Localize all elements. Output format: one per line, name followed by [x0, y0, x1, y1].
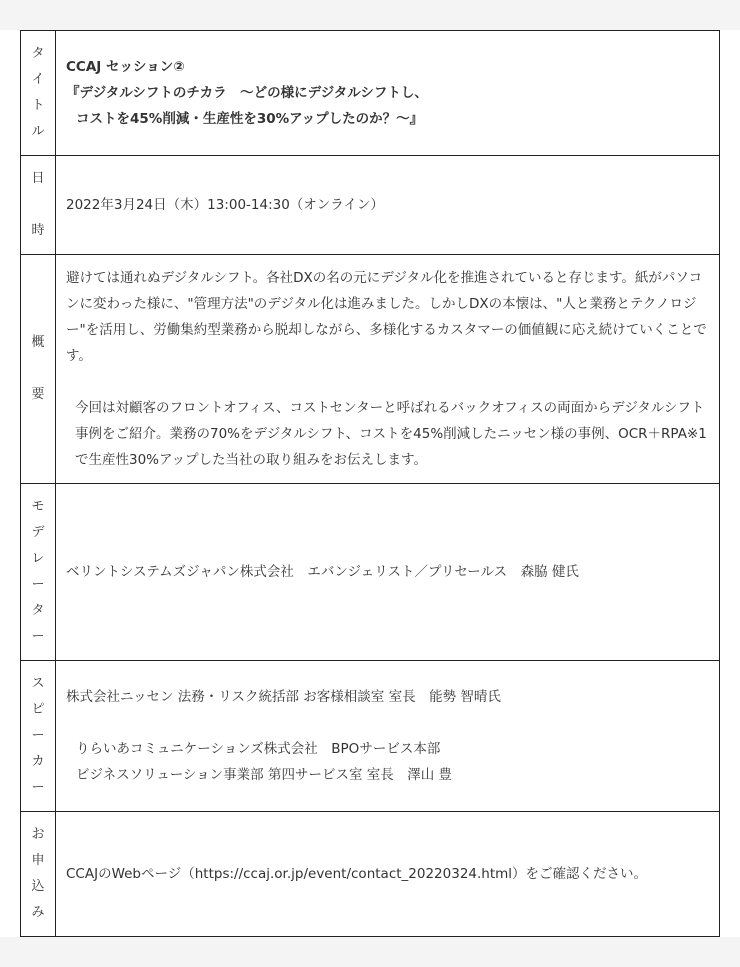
apply-label-char: 込: [31, 879, 45, 894]
moderator-label-char: ー: [31, 629, 45, 644]
speaker-label: [21, 661, 56, 812]
summary-label-char: 概: [31, 335, 45, 350]
speaker-2-department: ビジネスソリューション事業部 第四サービス室 室長 澤山 豊: [76, 767, 453, 783]
page-sheet: [0, 30, 740, 937]
datetime-row: [21, 156, 720, 255]
apply-label: [21, 812, 56, 937]
apply-row: [21, 812, 720, 937]
title-label: [21, 31, 56, 156]
speaker-1: 株式会社ニッセン 法務・リスク統括部 お客様相談室 室長 能勢 智晴氏: [66, 689, 501, 705]
title-label-char: イ: [31, 72, 45, 87]
moderator-label-char: モ: [31, 499, 45, 514]
moderator-label: [21, 484, 56, 661]
datetime-label: [21, 156, 56, 255]
title-label-char: タ: [31, 46, 45, 61]
session-title-line-1: 『デジタルシフトのチカラ ～どの様にデジタルシフトし、: [66, 85, 428, 101]
apply-label-char: お: [31, 827, 45, 842]
datetime-value: 2022年3月24日（木）13:00-14:30（オンライン）: [56, 156, 720, 255]
session-name: CCAJ セッション②: [66, 59, 185, 75]
summary-paragraph-1: 避けては通れぬデジタルシフト。各社DXの名の元にデジタル化を推進されていると存じます。紙がパソコンに変わった様に、"管理方法"のデジタル化は進みました。しかしDXの本懐は、"人と業務とテクノロジー"を活用し、労働集約型業務から脱却しながら、多様化するカスタマーの価値観に応え続けていくことです。: [66, 270, 707, 364]
speaker-content: [56, 661, 720, 812]
summary-label-char: 要: [31, 387, 45, 402]
summary-row: [21, 255, 720, 484]
apply-label-char: み: [31, 905, 45, 920]
summary-content: [56, 255, 720, 484]
moderator-label-char: レ: [31, 551, 45, 566]
apply-label-char: 申: [31, 853, 45, 868]
speaker-label-char: ス: [31, 676, 45, 691]
title-label-char: ル: [31, 124, 45, 139]
apply-value: CCAJのWebページ（https://ccaj.or.jp/event/contact_20220324.html）をご確認ください。: [56, 812, 720, 937]
moderator-label-char: ー: [31, 577, 45, 592]
title-row: [21, 31, 720, 156]
datetime-label-char: 日: [31, 171, 45, 186]
datetime-label-char: 時: [31, 223, 45, 238]
speaker-row: [21, 661, 720, 812]
moderator-row: [21, 484, 720, 661]
moderator-label-char: タ: [31, 603, 45, 618]
session-title-line-2: コストを45%削減・生産性を30%アップしたのか？～』: [76, 111, 424, 127]
speaker-label-char: カ: [31, 754, 45, 769]
speaker-2-company: りらいあコミュニケーションズ株式会社 BPOサービス本部: [76, 741, 441, 757]
moderator-label-char: デ: [31, 525, 45, 540]
speaker-label-char: ピ: [31, 702, 45, 717]
summary-paragraph-2: 今回は対顧客のフロントオフィス、コストセンターと呼ばれるバックオフィスの両面からデジタルシフト事例をご紹介。業務の70%をデジタルシフト、コストを45%削減したニッセン様の事例、OCR＋RPA※1で生産性30%アップした当社の取り組みをお伝えします。: [75, 400, 707, 468]
title-label-char: ト: [31, 98, 45, 113]
title-content: [56, 31, 720, 156]
moderator-value: ベリントシステムズジャパン株式会社 エバンジェリスト／プリセールス 森脇 健氏: [56, 484, 720, 661]
summary-label: [21, 255, 56, 484]
speaker-label-char: ー: [31, 780, 45, 795]
speaker-label-char: ー: [31, 728, 45, 743]
event-info-table: [20, 30, 720, 937]
